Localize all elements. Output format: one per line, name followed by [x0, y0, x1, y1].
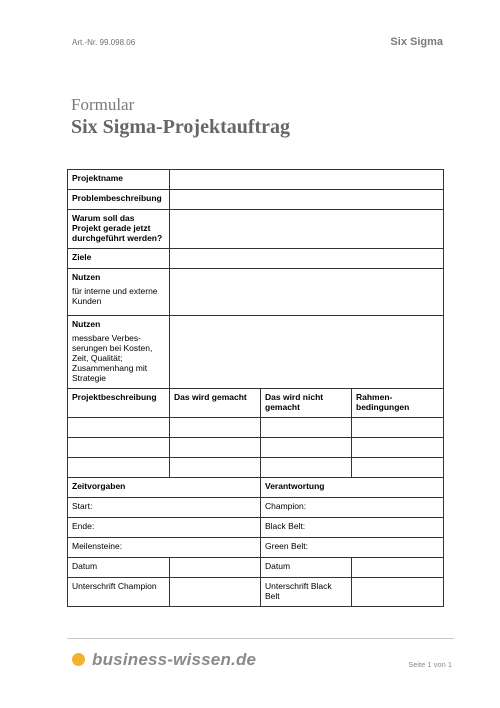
label-unterschrift-champion: Unterschrift Champion: [68, 578, 170, 607]
row-meilensteine-greenbelt: [68, 538, 444, 558]
field-ziele[interactable]: [170, 249, 444, 269]
nutzen-messbar-desc: messbare Verbes-serungen bei Kosten, Zeit, Qualität; Zusammenhang mit Strategie: [72, 333, 153, 383]
label-warum: Warum soll das Projekt gerade jetzt durchgeführt werden?: [68, 210, 170, 249]
field-datum-right[interactable]: [352, 558, 444, 578]
field-projektname[interactable]: [170, 170, 444, 190]
cell-projektbeschreibung[interactable]: [68, 438, 170, 458]
cell-das-wird-gemacht[interactable]: [170, 418, 261, 438]
row-column-headers: [68, 389, 444, 418]
footer-divider: [67, 638, 454, 639]
section-zeitvorgaben: Zeitvorgaben: [68, 478, 261, 498]
row-datum: [68, 558, 444, 578]
label-nutzen-kunden: [68, 269, 170, 316]
label-datum-left: Datum: [68, 558, 170, 578]
cell-das-wird-nicht-gemacht[interactable]: [261, 458, 352, 478]
field-champion[interactable]: Champion:: [261, 498, 444, 518]
row-nutzen-kunden: [68, 269, 444, 316]
field-ende[interactable]: Ende:: [68, 518, 261, 538]
field-nutzen-kunden[interactable]: [170, 269, 444, 316]
brand-label: Six Sigma: [390, 36, 443, 48]
field-green-belt[interactable]: Green Belt:: [261, 538, 444, 558]
field-start[interactable]: Start:: [68, 498, 261, 518]
document-kicker: Formular: [71, 95, 135, 114]
cell-projektbeschreibung[interactable]: [68, 418, 170, 438]
label-unterschrift-black-belt: Unterschrift Black Belt: [261, 578, 352, 607]
cell-das-wird-nicht-gemacht[interactable]: [261, 418, 352, 438]
label-datum-right: Datum: [261, 558, 352, 578]
cell-das-wird-nicht-gemacht[interactable]: [261, 438, 352, 458]
header-projektbeschreibung: Projektbeschreibung: [68, 389, 170, 418]
field-problembeschreibung[interactable]: [170, 190, 444, 210]
section-verantwortung: Verantwortung: [261, 478, 444, 498]
label-problembeschreibung: Problembeschreibung: [68, 190, 170, 210]
header-rahmenbedingungen: Rahmen-bedingungen: [352, 389, 444, 418]
nutzen-kunden-desc: für interne und externe Kunden: [72, 286, 158, 306]
label-ziele: Ziele: [68, 249, 170, 269]
article-number: Art.-Nr. 99.098.06: [72, 38, 136, 47]
row-unterschrift: [68, 578, 444, 607]
row-ende-blackbelt: [68, 518, 444, 538]
table-row: [68, 438, 444, 458]
footer-logo: business-wissen.de: [92, 650, 257, 669]
document-title: Six Sigma-Projektauftrag: [71, 116, 291, 138]
nutzen-messbar-title: Nutzen: [72, 319, 101, 329]
table-row: [68, 458, 444, 478]
row-start-champion: [68, 498, 444, 518]
cell-rahmenbedingungen[interactable]: [352, 438, 444, 458]
field-datum-left[interactable]: [170, 558, 261, 578]
field-unterschrift-black-belt[interactable]: [352, 578, 444, 607]
cell-rahmenbedingungen[interactable]: [352, 418, 444, 438]
field-nutzen-messbar[interactable]: [170, 316, 444, 389]
cell-rahmenbedingungen[interactable]: [352, 458, 444, 478]
row-warum: [68, 210, 444, 249]
project-order-form: [67, 169, 444, 607]
row-nutzen-messbar: [68, 316, 444, 389]
header-das-wird-gemacht: Das wird gemacht: [170, 389, 261, 418]
cell-projektbeschreibung[interactable]: [68, 458, 170, 478]
cell-das-wird-gemacht[interactable]: [170, 438, 261, 458]
page-number: Seite 1 von 1: [408, 660, 452, 669]
label-projektname: Projektname: [68, 170, 170, 190]
table-row: [68, 418, 444, 438]
label-nutzen-messbar: [68, 316, 170, 389]
nutzen-kunden-title: Nutzen: [72, 272, 101, 282]
row-problembeschreibung: [68, 190, 444, 210]
header-das-wird-nicht-gemacht: Das wird nicht gemacht: [261, 389, 352, 418]
cell-das-wird-gemacht[interactable]: [170, 458, 261, 478]
row-section-headers: [68, 478, 444, 498]
row-ziele: [68, 249, 444, 269]
field-black-belt[interactable]: Black Belt:: [261, 518, 444, 538]
logo-dot-icon: [72, 653, 85, 666]
field-unterschrift-champion[interactable]: [170, 578, 261, 607]
row-projektname: [68, 170, 444, 190]
field-warum[interactable]: [170, 210, 444, 249]
field-meilensteine[interactable]: Meilensteine:: [68, 538, 261, 558]
